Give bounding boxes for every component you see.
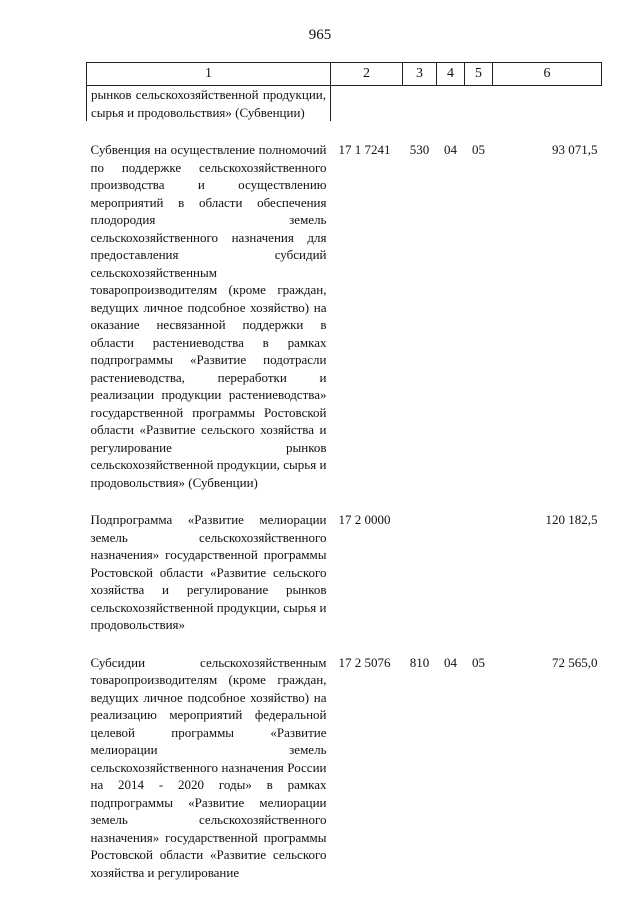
page-number: 965 (308, 27, 332, 43)
row-subsection (465, 86, 493, 122)
row-section (437, 491, 465, 634)
column-header-4: 4 (437, 63, 465, 86)
row-description: Подпрограмма «Развитие мелиорации земель сельскохозяйственного назначения» государственной программы Ростовской области «Развитие сельского хозяйства и регулирование рынков сельскохозяйственной продукции, сырья и продовольствия» (90, 512, 327, 632)
row-expense-type: 530 (409, 142, 430, 157)
row-expense-type (403, 491, 437, 634)
row-amount: 120 182,5 (545, 512, 598, 527)
row-expense-type (403, 86, 437, 122)
column-header-1: 1 (87, 63, 331, 86)
row-subsection: 05 (472, 654, 485, 670)
column-header-5: 5 (465, 63, 493, 86)
budget-table (86, 62, 602, 881)
table-row (87, 121, 602, 491)
table-row (87, 491, 602, 634)
row-target-code: 17 2 5076 (338, 654, 391, 670)
row-target-code: 17 2 0000 (338, 512, 391, 527)
column-header-3: 3 (403, 63, 437, 86)
row-description: Субвенция на осуществление полномочий по поддержке сельскохозяйственного производства и осуществлению мероприятий в области обеспечения плодородия земель сельскохозяйственного назначения для предоставления субсидий сельскохозяйственным товаропроизводителям (кроме граждан, ведущих личное подсобное хозяйство) на оказание несвязанной поддержки в области растениеводства в рамках подпрограммы «Развитие подотрасли растениеводства, переработки и реализации продукции растениеводства» государственной программы Ростовской области «Развитие сельского хозяйства и регулирование рынков сельскохозяйственной продукции, сырья и продовольствия» (Субвенции) (90, 142, 327, 490)
row-section: 04 (444, 654, 457, 670)
column-header-2: 2 (331, 63, 403, 86)
column-header-6: 6 (493, 63, 602, 86)
row-subsection: 05 (472, 142, 485, 157)
row-subsection (465, 491, 493, 634)
row-expense-type: 810 (409, 654, 430, 670)
row-target-code: 17 1 7241 (338, 142, 391, 157)
row-section (437, 86, 465, 122)
row-amount (493, 86, 602, 122)
row-description: рынков сельскохозяйственной продукции, сырья и продовольствия» (Субвенции) (87, 86, 331, 122)
row-description: Субсидии сельскохозяйственным товаропроизводителям (кроме граждан, ведущих личное подсобное хозяйство) на реализацию мероприятий федеральной целевой программы «Развитие мелиорации земель сельскохозяйственного назначения России на 2014 - 2020 годы» в рамках подпрограммы «Развитие мелиорации земель сельскохозяйственного назначения» государственной программы Ростовской области «Развитие сельского хозяйства и регулирование (90, 654, 327, 880)
row-amount: 93 071,5 (552, 142, 598, 157)
row-target-code (331, 86, 403, 122)
table-header-row (87, 63, 602, 86)
row-amount: 72 565,0 (552, 654, 598, 670)
table-row (87, 634, 602, 882)
row-section: 04 (444, 142, 457, 157)
table-row (87, 86, 602, 122)
